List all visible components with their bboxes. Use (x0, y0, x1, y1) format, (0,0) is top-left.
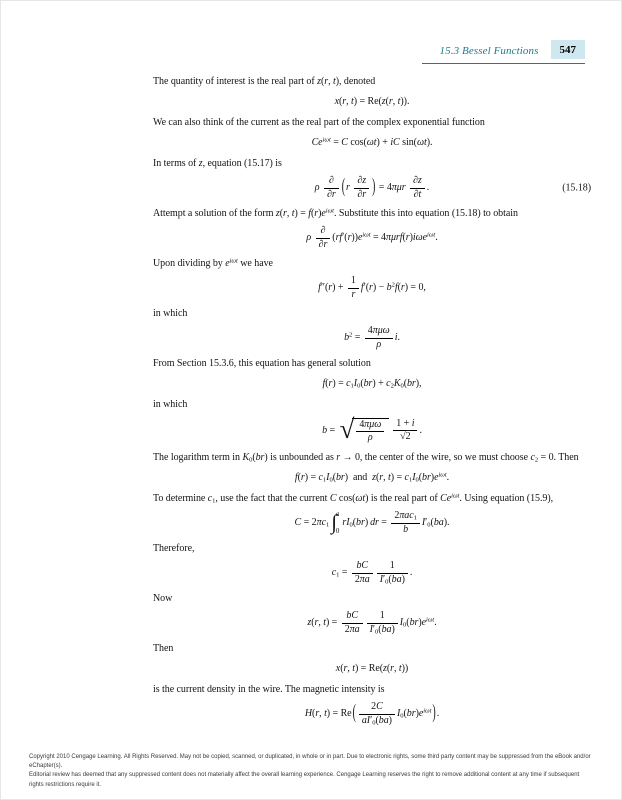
display-equation (153, 135, 591, 150)
display-equation (153, 94, 591, 109)
equation-body: ρ $\frac{\partial}{\partial r}$ $(rf'(r))e^{i\omega t} = 4\pi\mu rf(r)i\omega e^{i\omega t}$. (306, 225, 438, 250)
text-paragraph (153, 206, 591, 221)
text-paragraph (153, 641, 591, 656)
display-equation (153, 326, 591, 350)
paragraph-text: Then (153, 643, 174, 654)
paragraph-text: From Section 15.3.6, this equation has general solution (153, 358, 371, 369)
section-title: 15.3 Bessel Functions (439, 44, 539, 57)
text-paragraph (153, 115, 591, 130)
running-head-rule (422, 41, 585, 64)
text-paragraph (153, 397, 591, 412)
paragraph-text: To determine $c_1$, use the fact that the current C cos(ωt) is the real part of $Ce^{i\omega t}$. Using equation (15.9), (153, 492, 554, 505)
equation-body: $C = 2\pi c_1\int$ a 0 $rI_0(br)$ dr = $\frac{2\pi ac_1}{b}$ $I'_0(ba)$. (294, 510, 450, 535)
equation-body: x(r, t) = Re(z(r, t)) (335, 663, 409, 674)
paragraph-text: Therefore, (153, 543, 195, 554)
paragraph-text: is the current density in the wire. The magnetic intensity is (153, 684, 385, 695)
text-paragraph (153, 591, 591, 606)
page-content (153, 68, 591, 731)
text-paragraph (153, 156, 591, 171)
equation-body: H(r, t) = Re( $\frac{2C}{aI'_0(ba)}$ $I_0(br)e^{i\omega t}$). (304, 701, 440, 727)
text-paragraph (153, 256, 591, 271)
display-equation (153, 611, 591, 635)
paragraph-text: We can also think of the current as the real part of the complex exponential function (153, 117, 485, 128)
display-equation (153, 661, 591, 676)
paragraph-text: in which (153, 399, 188, 410)
paragraph-text: Now (153, 593, 173, 604)
paragraph-text: The quantity of interest is the real part of z(r, t), denoted (153, 76, 376, 87)
display-equation (153, 511, 591, 535)
page-number-badge: 547 (551, 40, 586, 59)
paragraph-text: in which (153, 308, 188, 319)
equation-body: $f(r) = c_1I_0(br)$ and z(r, $t) = c_1I_0(br)e^{i\omega t}$. (294, 471, 450, 484)
equation-body: x(r, t) = Re(z(r, t)). (334, 96, 410, 107)
display-equation (153, 376, 591, 391)
page-header (422, 41, 585, 64)
text-paragraph (153, 491, 591, 506)
equation-body: $b^2$ = $\frac{\text{4πμω}}{\rho}$ i. (344, 325, 400, 350)
display-equation (153, 414, 591, 444)
display-equation (153, 276, 591, 300)
text-paragraph (153, 682, 591, 697)
equation-body: f″(r) + $\frac{1}{r}$ $f'(r) - b^2f(r) = 0$, (318, 275, 426, 300)
paragraph-text: Attempt a solution of the form z(r, $t) = f(r)e^{i\omega t}$. Substitute this into equation (15.18) to obtain (153, 207, 518, 219)
equation-body: b = √ $\frac{\text{4πμω}}{\rho}$ $\frac{1 + i}{√2}$ . (322, 414, 422, 444)
display-equation (153, 702, 591, 726)
text-paragraph (153, 74, 591, 89)
text-paragraph (153, 450, 591, 465)
equation-body: $f(r) = c_1I_0(br) + c_2K_0(br)$, (322, 378, 422, 390)
copyright-footer (29, 753, 595, 790)
display-equation (153, 226, 591, 250)
equation-body: ρ $\frac{\partial}{\partial r}$ (r $\frac{\partial z}{\partial r}$ ) = 4πμr $\frac{\partial z}{\partial t}$ . (314, 175, 430, 200)
display-equation (153, 176, 591, 200)
text-paragraph (153, 306, 591, 321)
paragraph-text: In terms of z, equation (15.17) is (153, 158, 282, 169)
text-paragraph (153, 541, 591, 556)
equation-body: z(r, t) = $\frac{bC}{2\pi a}$ $\frac{1}{I'_0(ba)}$ $I_0(br)e^{i\omega t}$. (307, 610, 437, 636)
paragraph-text: Upon dividing by $e^{i\omega t}$ we have (153, 257, 273, 269)
paragraph-text: The logarithm term in $K_0(br)$ is unbounded as r → 0, the center of the wire, so we must choose $c_2 = 0$. Then (153, 452, 579, 464)
equation-body: $c_1$ = $\frac{bC}{2\pi a}$ $\frac{1}{I'_0(ba)}$ . (331, 560, 413, 586)
equation-number: (15.18) (562, 182, 591, 194)
display-equation (153, 561, 591, 585)
display-equation (153, 470, 591, 485)
equation-body: $Ce^{i\omega t} = C$ cos(ωt) + iC sin(ωt). (311, 136, 433, 148)
text-paragraph (153, 356, 591, 371)
copyright-line-2: Editorial review has deemed that any suppressed content does not materially affect the overall learning experience. Cengage Learning reserves the right to remove additional content at any time if subsequent rights restrictions require it. (29, 772, 580, 788)
copyright-line-1: Copyright 2010 Cengage Learning. All Rights Reserved. May not be copied, scanned, or duplicated, in whole or in part. Due to electronic rights, some third party content may be suppressed from the eBook and/or eChapter(s). (29, 753, 591, 770)
